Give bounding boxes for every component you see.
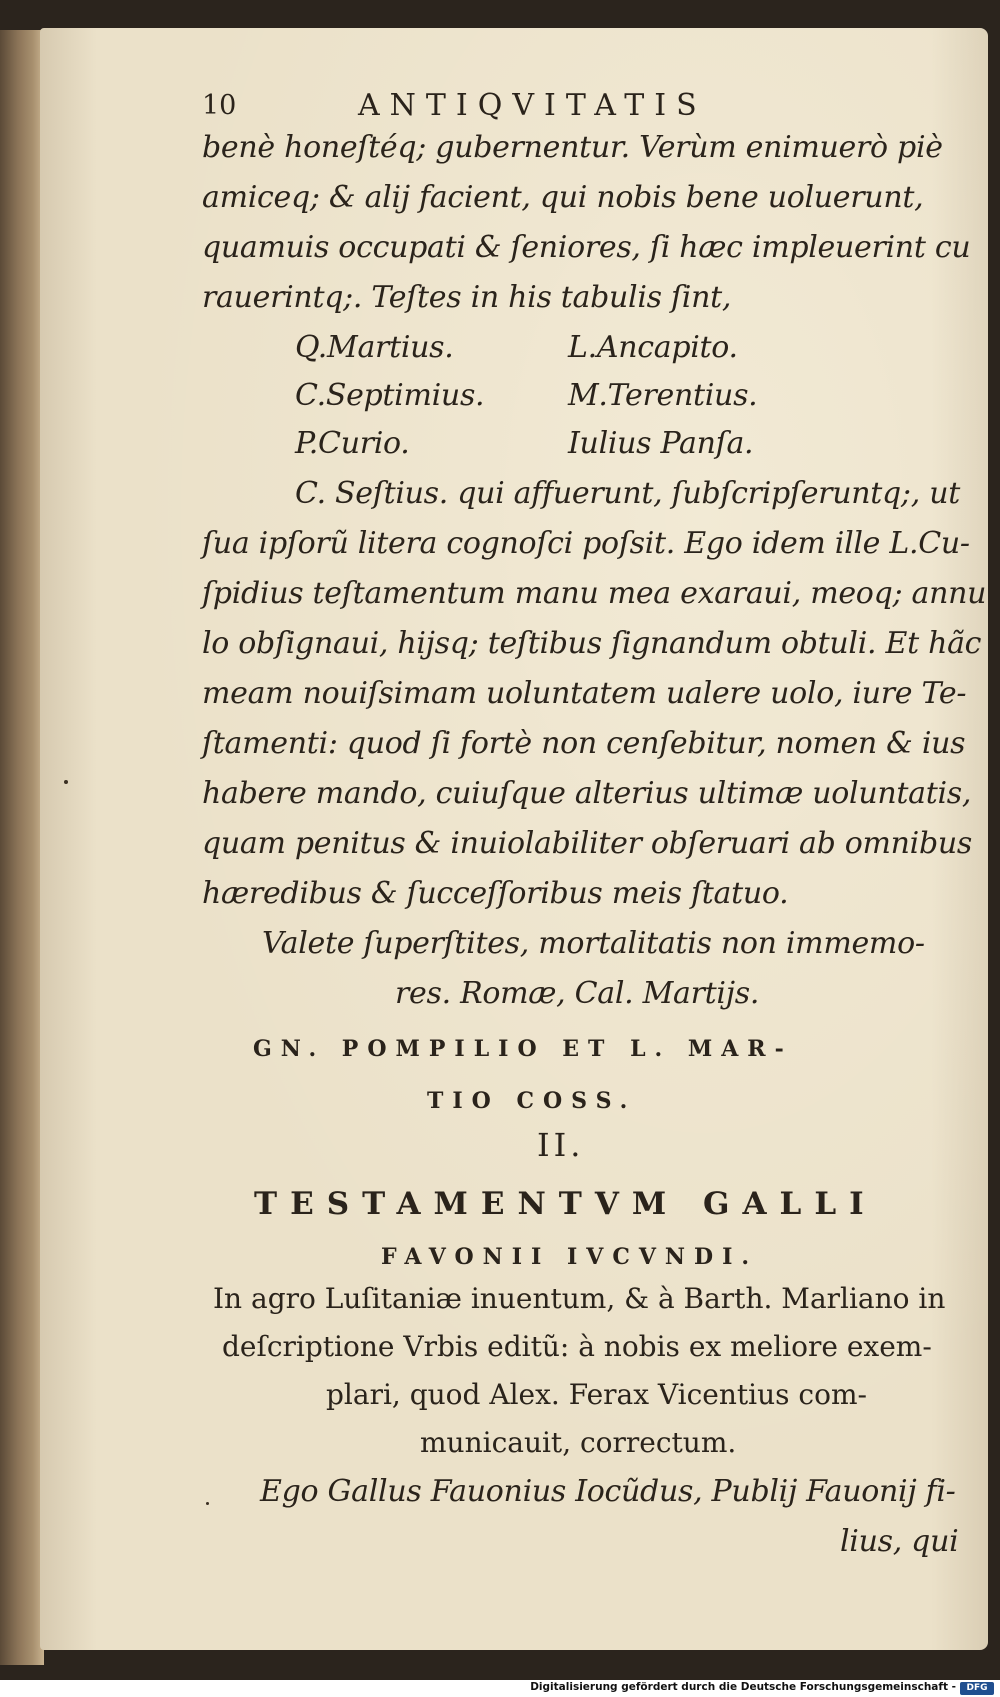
body-line: ſtamenti: quod ſi fortè non cenſebitur, nomen & ius [202, 726, 966, 761]
consuls-line: TIO COSS. [427, 1088, 637, 1114]
ink-speck [206, 1502, 209, 1505]
footer-bar [0, 1680, 1000, 1697]
opening-line: Ego Gallus Fauonius Iocũdus, Publij Fauonij fi- [260, 1474, 956, 1509]
funding-credit: Digitalisierung gefördert durch die Deutsche Forschungsgemeinschaft - [530, 1681, 956, 1693]
body-line: C. Seſtius. qui affuerunt, ſubſcripſeruntq;, ut [295, 476, 960, 511]
provenance-line: In agro Luſitaniæ inuentum, & à Barth. Marliano in [213, 1282, 946, 1315]
provenance-line: plari, quod Alex. Ferax Vicentius com- [326, 1378, 867, 1411]
provenance-line: deſcriptione Vrbis editũ: à nobis ex meliore exem- [222, 1330, 932, 1363]
book-page [40, 28, 988, 1650]
body-line: lo obſignaui, hijsq; teſtibus ſignandum obtuli. Et hãc [202, 626, 982, 661]
running-head: ANTIQVITATIS [358, 88, 707, 123]
section-title: TESTAMENTVM GALLI [254, 1186, 877, 1222]
body-line: habere mando, cuiuſque alterius ultimæ uoluntatis, [202, 776, 972, 811]
book-edge [0, 30, 44, 1665]
dfg-logo-icon: DFG [960, 1682, 994, 1695]
provenance-line: municauit, correctum. [420, 1426, 737, 1459]
section-number: II. [537, 1126, 585, 1164]
body-line: hæredibus & ſucceſſoribus meis ſtatuo. [202, 876, 789, 911]
body-line: benè honeſtéq; gubernentur. Verùm enimuerò piè [202, 130, 943, 165]
body-line: quamuis occupati & ſeniores, ſi hæc impleuerint cu [202, 230, 971, 265]
body-line: quam penitus & inuiolabiliter obſeruari ab omnibus [202, 826, 972, 861]
witness-name: P.Curio. [295, 426, 410, 461]
witness-name: Iulius Panſa. [568, 426, 754, 461]
section-subtitle: FAVONII IVCVNDI. [381, 1244, 759, 1270]
valediction-line: res. Romæ, Cal. Martijs. [395, 976, 760, 1011]
body-line: amiceq; & alij facient, qui nobis bene uoluerunt, [202, 180, 924, 215]
folio-number: 10 [202, 90, 237, 121]
valediction-line: Valete ſuperſtites, mortalitatis non immemo- [262, 926, 925, 961]
witness-name: L.Ancapito. [568, 330, 738, 365]
body-line: ſpidius teſtamentum manu mea exaraui, meoq; annu [202, 576, 987, 611]
consuls-line: GN. POMPILIO ET L. MAR- [253, 1036, 793, 1062]
witness-name: C.Septimius. [295, 378, 485, 413]
ink-speck [64, 780, 68, 784]
body-line: rauerintq;. Teſtes in his tabulis ſint, [202, 280, 732, 315]
catchword: lius, qui [840, 1524, 959, 1559]
witness-name: Q.Martius. [295, 330, 454, 365]
witness-name: M.Terentius. [568, 378, 758, 413]
body-line: ſua ipſorũ litera cognoſci poſsit. Ego idem ille L.Cu- [202, 526, 970, 561]
body-line: meam nouiſsimam uoluntatem ualere uolo, iure Te- [202, 676, 967, 711]
